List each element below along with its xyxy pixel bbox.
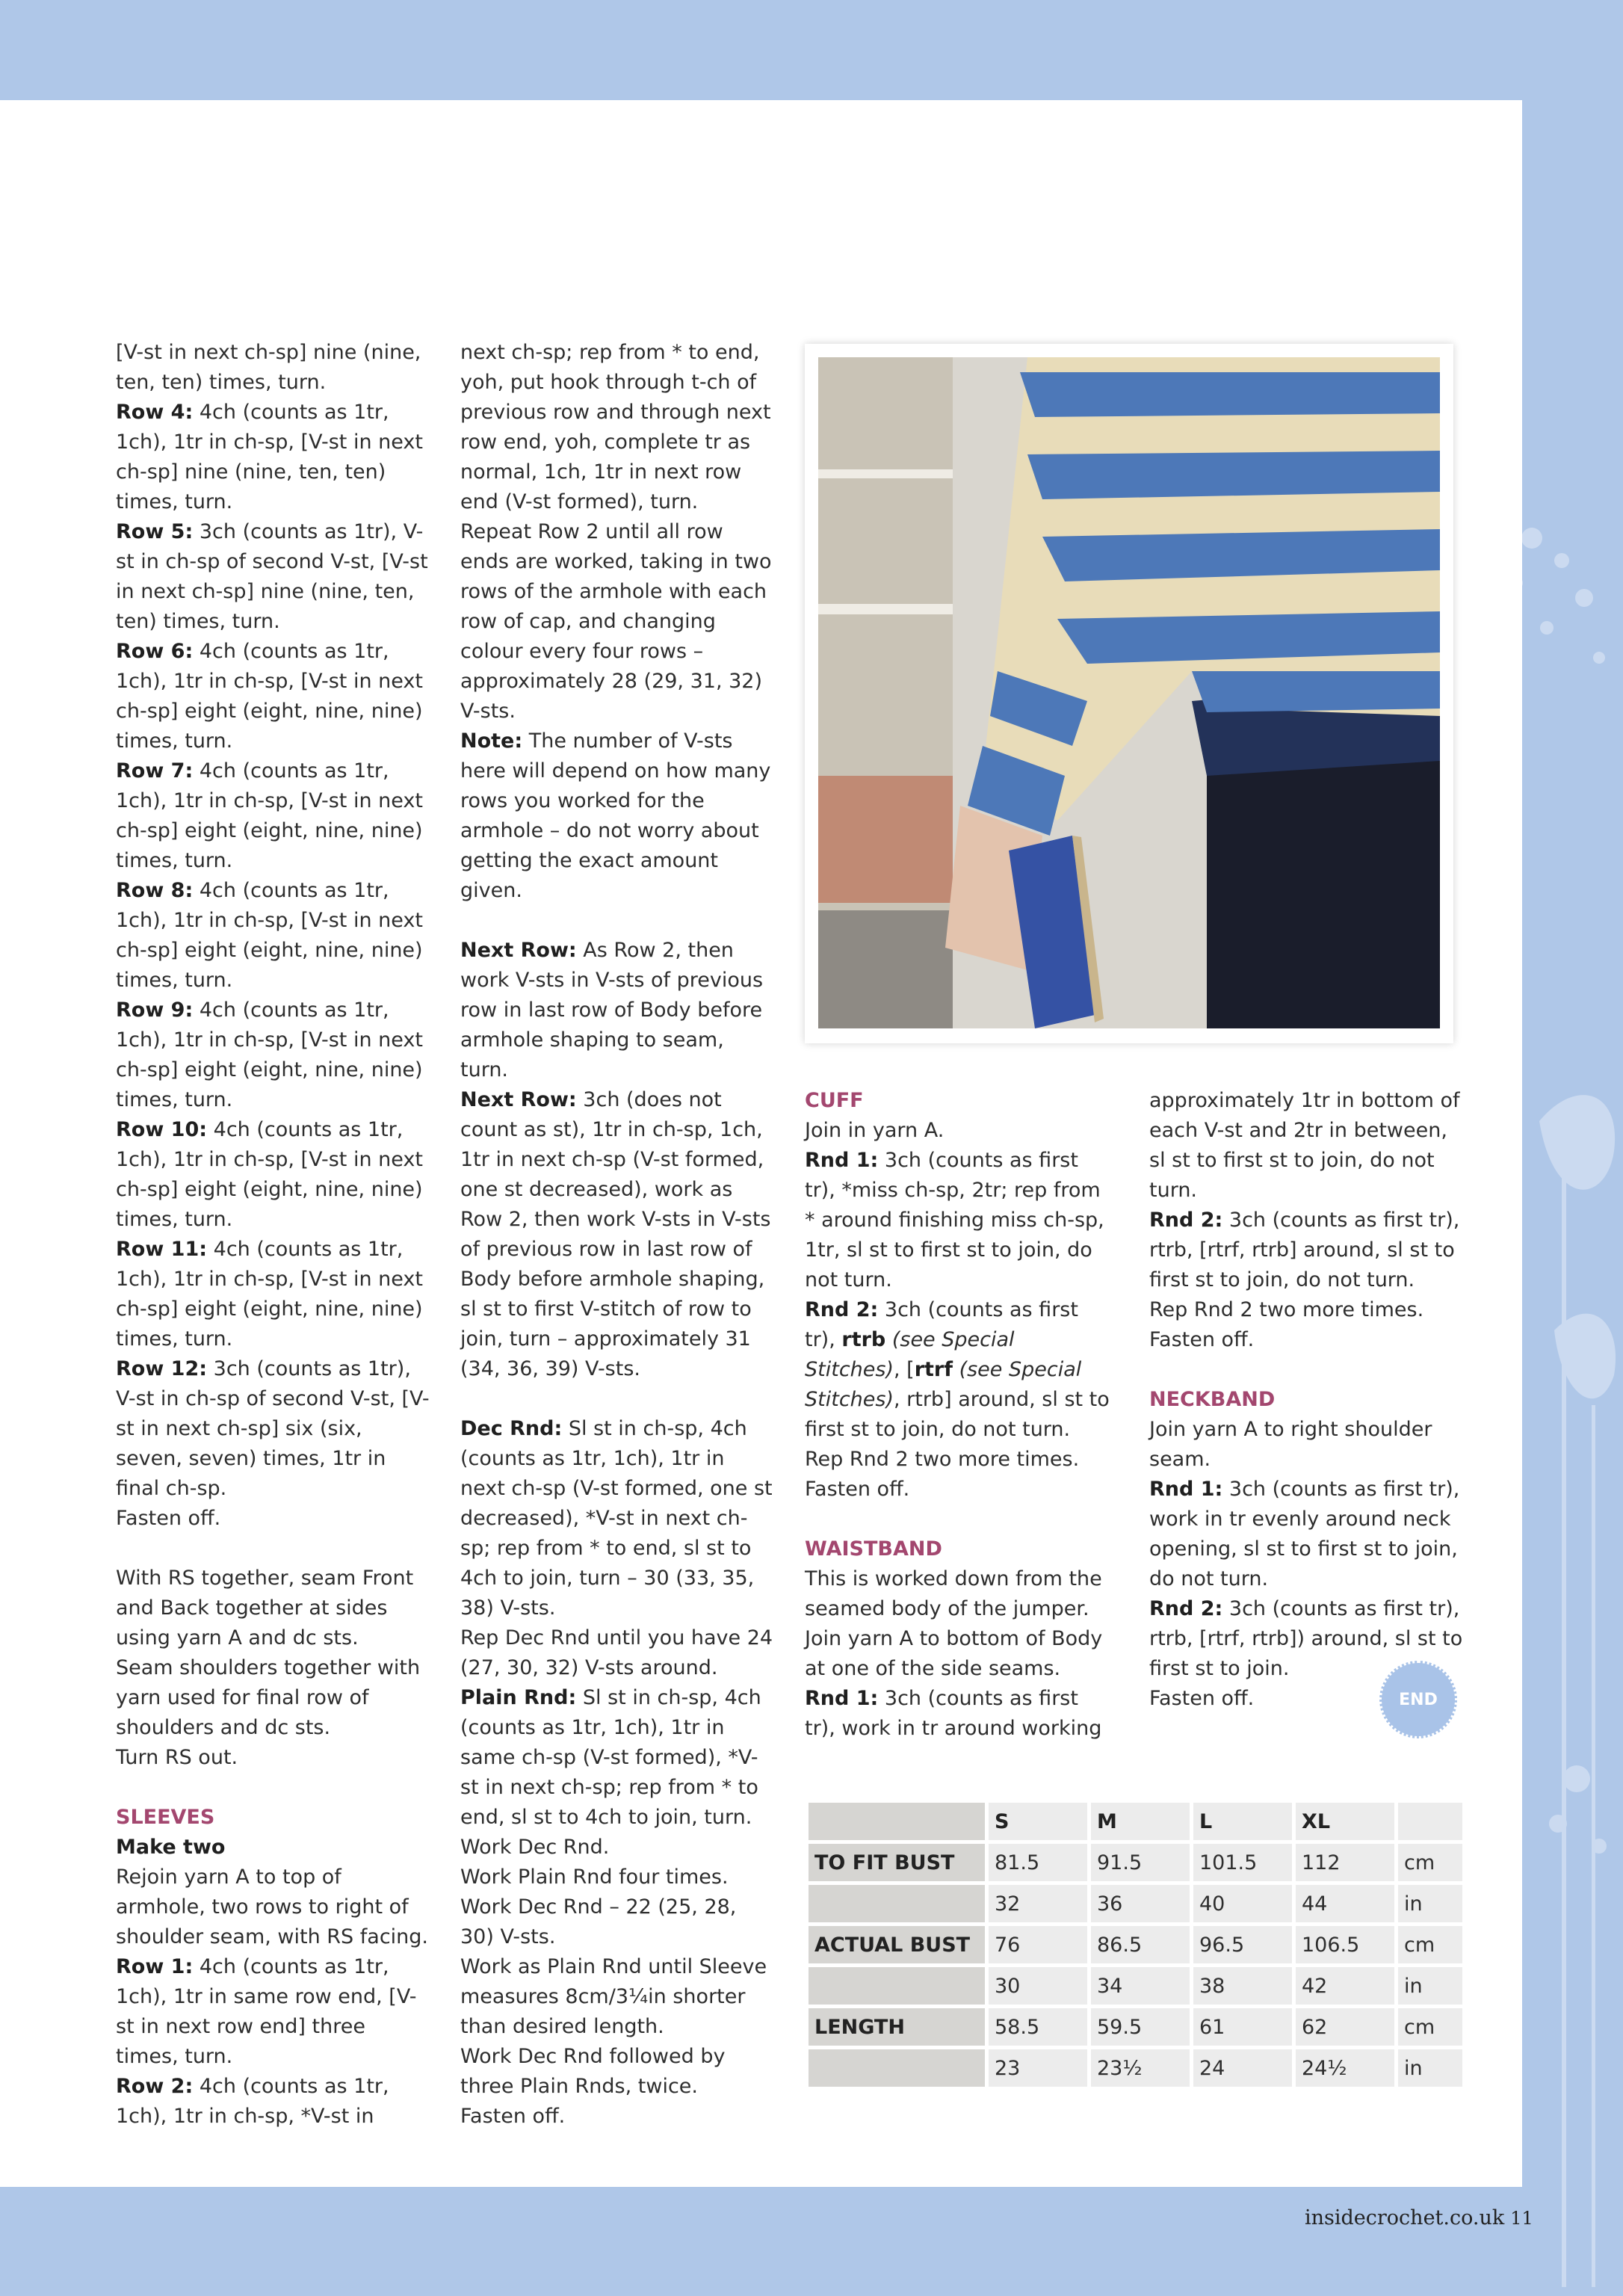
instruction-paragraph [805,1445,1111,1475]
instruction-text: 4ch (counts as 1tr, 1ch), 1tr in ch-sp, [V-st in next ch-sp] eight (eight, nine, nine) times, turn. [116,999,423,1111]
row-label: Plain Rnd: [460,1686,577,1709]
instruction-text: As Row 2, then work V-sts in V-sts of previous row in last row of Body before armhole shaping to seam, turn. [460,939,764,1081]
row-label: Rnd 1: [805,1149,879,1172]
text-column-2 [460,338,774,2132]
instruction-text: Turn RS out. [116,1746,238,1769]
instruction-paragraph [116,1863,430,1952]
row-label: Row 8: [116,879,194,902]
instruction-paragraph [805,1116,1111,1146]
instruction-text: Join in yarn A. [805,1119,945,1142]
stitch-term: rtrf [914,1358,953,1381]
instruction-paragraph [805,1624,1111,1684]
row-label: Row 9: [116,999,194,1022]
end-badge: END [1379,1661,1457,1738]
row-label: Row 12: [116,1357,208,1380]
instruction-text: Sl st in ch-sp, 4ch (counts as 1tr, 1ch), 1tr in next ch-sp (V-st formed, one st decreased), *V-st in next ch-sp; rep from * to end, sl st to 4ch to join, turn – 30 (33, 35, 38) V-sts. [460,1417,773,1620]
value-cell: 24 [1193,2049,1292,2087]
row-label: Row 5: [116,520,194,543]
instruction-text: This is worked down from the seamed body of the jumper. [805,1567,1102,1620]
instruction-text: The number of V-sts here will depend on how many rows you worked for the armhole – do not worry about getting the exact amount given. [460,729,771,902]
instruction-text: Rep Dec Rnd until you have 24 (27, 30, 32) V-sts around. [460,1626,773,1679]
instruction-text: 4ch (counts as 1tr, 1ch), 1tr in ch-sp, [V-st in next ch-sp] eight (eight, nine, nine) times, turn. [116,759,423,872]
instruction-paragraph [805,1684,1111,1744]
value-cell: 24½ [1296,2049,1394,2087]
instruction-paragraph [1149,1206,1463,1295]
instruction-text: 4ch (counts as 1tr, 1ch), 1tr in ch-sp, [V-st in next ch-sp] eight (eight, nine, nine) times, turn. [116,1238,423,1351]
table-row [809,2008,1462,2046]
value-cell: 36 [1091,1885,1190,1922]
instruction-text: , [ [893,1358,915,1381]
size-header: XL [1296,1803,1394,1840]
instruction-paragraph [805,1475,1111,1505]
unit-cell: cm [1398,2008,1462,2046]
measure-label: LENGTH [809,2008,985,2046]
table-row [809,1967,1462,2005]
value-cell: 32 [989,1885,1087,1922]
stitch-note: (see Special Stitches) [805,1328,1015,1381]
instruction-paragraph [460,1892,774,1952]
instruction-paragraph [805,1146,1111,1295]
instruction-text: 4ch (counts as 1tr, 1ch), 1tr in ch-sp, [V-st in next ch-sp] eight (eight, nine, nine) times, turn. [116,640,423,753]
footer-site: insidecrochet.co.uk [1305,2206,1505,2229]
measure-label [809,2049,985,2087]
instruction-text: Work Dec Rnd. [460,1836,610,1859]
instruction-text: 4ch (counts as 1tr, 1ch), 1tr in ch-sp, *V-st in [116,2075,389,2128]
row-label: Row 2: [116,2075,194,2098]
row-label: Row 10: [116,1118,208,1141]
unit-cell [1398,1803,1462,1840]
value-cell: 81.5 [989,1844,1087,1881]
value-cell: 86.5 [1091,1926,1190,1963]
instruction-paragraph [460,1623,774,1683]
instruction-text: 3ch (counts as first tr), rtrb, [rtrf, rtrb] around, sl st to first st to join, do not turn. [1149,1209,1460,1292]
instruction-paragraph [805,1295,1111,1445]
value-cell: 42 [1296,1967,1394,2005]
instruction-text: 3ch (counts as first tr), work in tr evenly around neck opening, sl st to first st to join, do not turn. [1149,1478,1460,1590]
instruction-text: Work Plain Rnd four times. [460,1866,729,1889]
size-header: L [1193,1803,1292,1840]
instruction-paragraph [460,338,774,517]
paragraph-gap [460,1384,774,1414]
text-column-3 [805,1086,1111,1744]
instruction-paragraph [116,1504,430,1534]
row-label: Next Row: [460,1088,577,1111]
instruction-text: Rejoin yarn A to top of armhole, two rows to right of shoulder seam, with RS facing. [116,1866,429,1948]
paragraph-gap [1149,1355,1463,1385]
instruction-paragraph [460,1683,774,1833]
instruction-paragraph [116,996,430,1115]
instruction-paragraph [460,726,774,906]
instruction-text: 4ch (counts as 1tr, 1ch), 1tr in ch-sp, [V-st in next ch-sp] nine (nine, ten, ten) times, turn. [116,401,423,513]
sweater-photo [818,357,1440,1028]
row-label: Row 11: [116,1238,208,1261]
section-heading: NECKBAND [1149,1388,1276,1411]
instruction-text: 3ch (counts as 1tr), V-st in ch-sp of second V-st, [V-st in next ch-sp] six (six, seven, seven) times, 1tr in final ch-sp. [116,1357,430,1500]
instruction-text: , rtrb] around, sl st to first st to join, do not turn. [805,1388,1110,1441]
sweater-photo-illustration [818,357,1440,1028]
measure-label: TO FIT BUST [809,1844,985,1881]
instruction-paragraph [116,1115,430,1235]
unit-cell: in [1398,1967,1462,2005]
instruction-paragraph [460,517,774,726]
instruction-text: Rep Rnd 2 two more times. [1149,1298,1424,1321]
instruction-paragraph [116,876,430,996]
instruction-text: Fasten off. [805,1478,910,1501]
stitch-note: (see Special Stitches) [805,1358,1082,1411]
value-cell: 96.5 [1193,1926,1292,1963]
value-cell: 40 [1193,1885,1292,1922]
instruction-text: With RS together, seam Front and Back together at sides using yarn A and dc sts. [116,1567,414,1650]
measure-label [809,1885,985,1922]
paragraph-gap [460,906,774,936]
instruction-text: Join yarn A to bottom of Body at one of the side seams. [805,1627,1103,1680]
section-heading: SLEEVES [116,1806,215,1829]
row-label: Rnd 2: [1149,1209,1223,1232]
unit-cell: in [1398,2049,1462,2087]
value-cell: 44 [1296,1885,1394,1922]
instruction-text: 3ch (does not count as st), 1tr in ch-sp, 1ch, 1tr in next ch-sp (V-st formed, one st decreased), work as Row 2, then work V-sts in V-sts of previous row in last row of Body before armhole shaping, sl st to first V-stitch of row to join, turn – approximately 31 (34, 36, 39) V-sts. [460,1088,771,1380]
table-row [809,1885,1462,1922]
section-heading: WAISTBAND [805,1537,942,1561]
instruction-text: Rep Rnd 2 two more times. [805,1448,1080,1471]
instruction-text: 4ch (counts as 1tr, 1ch), 1tr in ch-sp, [V-st in next ch-sp] eight (eight, nine, nine) times, turn. [116,879,423,992]
measure-label [809,1967,985,2005]
table-row [809,2049,1462,2087]
page-number: 11 [1510,2208,1533,2229]
unit-cell: cm [1398,1844,1462,1881]
instruction-text: Fasten off. [1149,1687,1255,1710]
section-heading: CUFF [805,1089,864,1112]
value-cell: 38 [1193,1967,1292,2005]
instruction-paragraph [1149,1086,1463,1206]
instruction-text: Seam shoulders together with yarn used for final row of shoulders and dc sts. [116,1656,421,1739]
photo-frame [805,344,1453,1043]
page-footer [1305,2206,1533,2229]
instruction-paragraph [116,1653,430,1743]
value-cell: 30 [989,1967,1087,2005]
instruction-text: Sl st in ch-sp, 4ch (counts as 1tr, 1ch), 1tr in same ch-sp (V-st formed), *V-st in next ch-sp; rep from * to end, sl st to 4ch to join, turn. [460,1686,761,1829]
size-header: M [1091,1803,1190,1840]
instruction-text: 4ch (counts as 1tr, 1ch), 1tr in ch-sp, [V-st in next ch-sp] eight (eight, nine, nine) times, turn. [116,1118,423,1231]
row-label: Note: [460,729,523,753]
value-cell: 23 [989,2049,1087,2087]
instruction-paragraph [116,398,430,517]
instruction-text: Work Dec Rnd – 22 (25, 28, 30) V-sts. [460,1895,737,1948]
unit-cell: in [1398,1885,1462,1922]
paragraph-gap [116,1534,430,1564]
instruction-paragraph [460,2042,774,2102]
instruction-text: approximately 1tr in bottom of each V-st and 2tr in between, sl st to first st to join, do not turn. [1149,1089,1460,1202]
instruction-paragraph [116,756,430,876]
value-cell: 101.5 [1193,1844,1292,1881]
paragraph-gap [116,1773,430,1803]
instruction-text: Fasten off. [460,2105,566,2128]
instruction-paragraph [116,1235,430,1354]
text-column-4 [1149,1086,1463,1714]
instruction-paragraph [460,1863,774,1892]
instruction-paragraph [116,1952,430,2072]
row-label: Rnd 2: [1149,1597,1223,1620]
value-cell: 112 [1296,1844,1394,1881]
row-label: Rnd 2: [805,1298,879,1321]
instruction-text: 4ch (counts as 1tr, 1ch), 1tr in same row end, [V-st in next row end] three times, turn. [116,1955,417,2068]
instruction-paragraph [805,1564,1111,1624]
value-cell: 62 [1296,2008,1394,2046]
instruction-text: Fasten off. [1149,1328,1255,1351]
instruction-paragraph [116,1564,430,1653]
value-cell: 59.5 [1091,2008,1190,2046]
measure-label: ACTUAL BUST [809,1926,985,1963]
instruction-text: 3ch (counts as 1tr), V-st in ch-sp of second V-st, [V-st in next ch-sp] nine (nine, ten, ten) times, turn. [116,520,428,633]
instruction-paragraph [460,1085,774,1384]
instruction-paragraph [116,338,430,398]
row-label: Rnd 1: [805,1687,879,1710]
instruction-paragraph [116,637,430,756]
row-label: Row 4: [116,401,194,424]
row-label: Next Row: [460,939,577,962]
row-label: Dec Rnd: [460,1417,563,1440]
value-cell: 23½ [1091,2049,1190,2087]
instruction-paragraph [116,2072,430,2132]
size-header: S [989,1803,1087,1840]
row-label: Row 6: [116,640,194,663]
instruction-paragraph [460,1952,774,2042]
instruction-text: [V-st in next ch-sp] nine (nine, ten, ten) times, turn. [116,341,421,394]
instruction-text: Fasten off. [116,1507,221,1530]
instruction-paragraph [116,1743,430,1773]
instruction-paragraph [1149,1325,1463,1355]
paragraph-gap [805,1505,1111,1534]
instruction-paragraph [1149,1295,1463,1325]
instruction-paragraph [460,936,774,1085]
sub-heading: Make two [116,1836,226,1859]
instruction-paragraph [460,1833,774,1863]
size-table [805,1799,1466,2090]
instruction-text: 3ch (counts as first tr), *miss ch-sp, 2tr; rep from * around finishing miss ch-sp, 1tr, sl st to first st to join, do not turn. [805,1149,1104,1292]
table-row [809,1926,1462,1963]
instruction-paragraph [460,1414,774,1623]
instruction-text: 3ch (counts as first tr), rtrb, [rtrf, rtrb]) around, sl st to first st to join. [1149,1597,1463,1680]
value-cell: 91.5 [1091,1844,1190,1881]
instruction-text: 3ch (counts as first tr), [805,1298,1078,1351]
table-row [809,1844,1462,1881]
instruction-text: Repeat Row 2 until all row ends are worked, taking in two rows of the armhole with each row of cap, and changing colour every four rows – approximately 28 (29, 31, 32) V-sts. [460,520,772,723]
text-column-1 [116,338,430,2132]
value-cell: 106.5 [1296,1926,1394,1963]
value-cell: 61 [1193,2008,1292,2046]
row-label: Row 1: [116,1955,194,1978]
instruction-text: next ch-sp; rep from * to end, yoh, put hook through t-ch of previous row and through next row end, yoh, complete tr as normal, 1ch, 1tr in next row end (V-st formed), turn. [460,341,771,513]
stitch-term: rtrb [841,1328,886,1351]
row-label: Rnd 1: [1149,1478,1223,1501]
value-cell: 58.5 [989,2008,1087,2046]
instruction-text: Join yarn A to right shoulder seam. [1149,1418,1432,1471]
value-cell: 34 [1091,1967,1190,2005]
unit-cell: cm [1398,1926,1462,1963]
row-label: Row 7: [116,759,194,783]
value-cell: 76 [989,1926,1087,1963]
instruction-paragraph [1149,1415,1463,1475]
measure-label [809,1803,985,1840]
instruction-paragraph [460,2102,774,2132]
instruction-paragraph [116,1354,430,1504]
table-header-row [809,1803,1462,1840]
instruction-text: 3ch (counts as first tr), work in tr around working [805,1687,1102,1740]
instruction-text: Work as Plain Rnd until Sleeve measures 8cm/3¼in shorter than desired length. [460,1955,767,2038]
instruction-paragraph [1149,1475,1463,1594]
instruction-paragraph [116,517,430,637]
instruction-text: Work Dec Rnd followed by three Plain Rnds, twice. [460,2045,726,2098]
